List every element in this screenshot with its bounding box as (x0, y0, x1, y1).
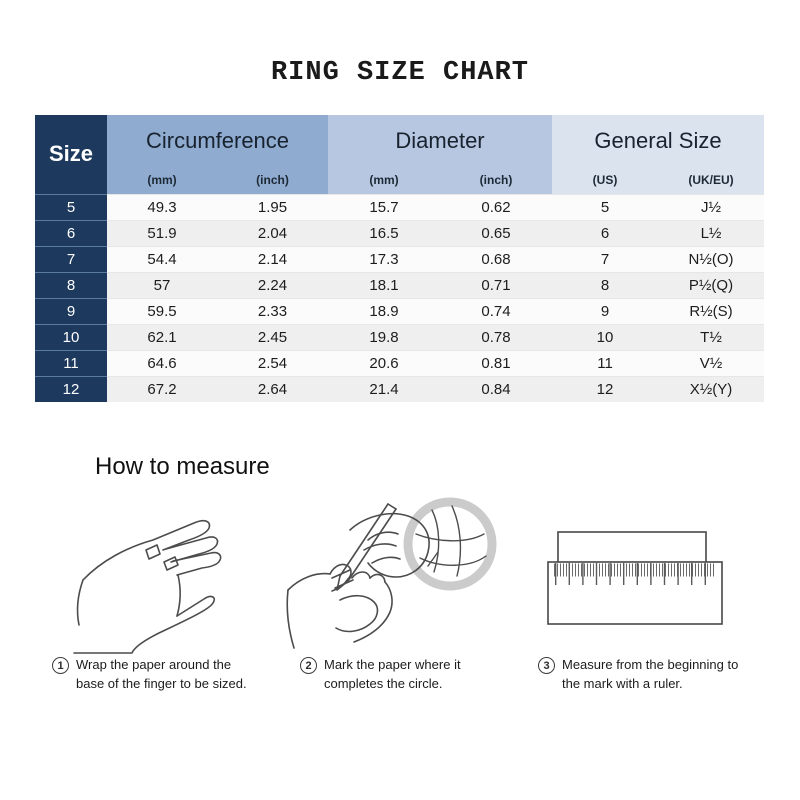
table-row (35, 324, 764, 350)
step-3-caption (538, 656, 738, 694)
us-size-cell: 10 (552, 324, 658, 350)
circumference-inch-cell: 2.54 (217, 350, 328, 376)
ukeu-size-cell: N½(O) (658, 246, 764, 272)
circumference-inch-header: (inch) (217, 167, 328, 194)
table-row (35, 220, 764, 246)
circumference-mm-cell: 59.5 (107, 298, 217, 324)
ukeu-size-header: (UK/EU) (658, 167, 764, 194)
us-size-cell: 12 (552, 376, 658, 402)
diameter-inch-cell: 0.81 (440, 350, 552, 376)
size-cell: 9 (35, 298, 107, 324)
diameter-mm-cell: 17.3 (328, 246, 440, 272)
us-size-cell: 11 (552, 350, 658, 376)
circumference-group-header: Circumference (107, 115, 328, 167)
circumference-inch-cell: 2.14 (217, 246, 328, 272)
ukeu-size-cell: T½ (658, 324, 764, 350)
size-cell: 6 (35, 220, 107, 246)
step-2-text: Mark the paper where it completes the circle. (324, 657, 461, 691)
step-3-text: Measure from the beginning to the mark with a ruler. (562, 657, 739, 691)
us-size-cell: 9 (552, 298, 658, 324)
diameter-mm-cell: 21.4 (328, 376, 440, 402)
table-row (35, 298, 764, 324)
wrap-paper-hand-illustration (60, 490, 300, 655)
table-row (35, 194, 764, 220)
paper-strip (558, 532, 706, 564)
diameter-mm-cell: 20.6 (328, 350, 440, 376)
ukeu-size-cell: L½ (658, 220, 764, 246)
general-size-group-header: General Size (552, 115, 764, 167)
diameter-group-header: Diameter (328, 115, 552, 167)
diameter-inch-cell: 0.68 (440, 246, 552, 272)
ukeu-size-cell: R½(S) (658, 298, 764, 324)
circumference-mm-cell: 54.4 (107, 246, 217, 272)
diameter-mm-cell: 15.7 (328, 194, 440, 220)
table-row (35, 246, 764, 272)
circumference-mm-cell: 67.2 (107, 376, 217, 402)
diameter-inch-cell: 0.71 (440, 272, 552, 298)
diameter-inch-cell: 0.84 (440, 376, 552, 402)
circumference-mm-cell: 51.9 (107, 220, 217, 246)
step-1-caption (52, 656, 247, 694)
magnifier-circle-icon (408, 502, 492, 586)
size-cell: 11 (35, 350, 107, 376)
size-column-header: Size (35, 115, 107, 194)
diameter-mm-cell: 16.5 (328, 220, 440, 246)
us-size-cell: 6 (552, 220, 658, 246)
circumference-inch-cell: 2.64 (217, 376, 328, 402)
circumference-mm-cell: 49.3 (107, 194, 217, 220)
step-3-number-icon: 3 (538, 657, 555, 674)
circumference-mm-header: (mm) (107, 167, 217, 194)
table-row (35, 376, 764, 402)
ukeu-size-cell: X½(Y) (658, 376, 764, 402)
us-size-cell: 8 (552, 272, 658, 298)
table-row (35, 272, 764, 298)
diameter-mm-header: (mm) (328, 167, 440, 194)
diameter-inch-cell: 0.65 (440, 220, 552, 246)
us-size-cell: 7 (552, 246, 658, 272)
circumference-inch-cell: 2.45 (217, 324, 328, 350)
ring-size-table (35, 115, 764, 402)
diameter-mm-cell: 19.8 (328, 324, 440, 350)
table-body (35, 194, 764, 402)
table-row (35, 350, 764, 376)
circumference-inch-cell: 2.33 (217, 298, 328, 324)
us-size-header: (US) (552, 167, 658, 194)
ruler-measure-illustration (528, 506, 772, 654)
size-cell: 10 (35, 324, 107, 350)
ukeu-size-cell: V½ (658, 350, 764, 376)
circumference-mm-cell: 57 (107, 272, 217, 298)
page-title: RING SIZE CHART (270, 58, 530, 88)
us-size-cell: 5 (552, 194, 658, 220)
circumference-mm-cell: 64.6 (107, 350, 217, 376)
ukeu-size-cell: J½ (658, 194, 764, 220)
step-2-number-icon: 2 (300, 657, 317, 674)
step-1-number-icon: 1 (52, 657, 69, 674)
step-2-caption (300, 656, 461, 694)
diameter-inch-cell: 0.74 (440, 298, 552, 324)
size-cell: 5 (35, 194, 107, 220)
step-1-text: Wrap the paper around the base of the finger to be sized. (76, 657, 247, 691)
size-cell: 7 (35, 246, 107, 272)
ukeu-size-cell: P½(Q) (658, 272, 764, 298)
how-to-measure-heading: How to measure (95, 453, 270, 480)
diameter-mm-cell: 18.9 (328, 298, 440, 324)
circumference-inch-cell: 2.24 (217, 272, 328, 298)
diameter-mm-cell: 18.1 (328, 272, 440, 298)
diameter-inch-header: (inch) (440, 167, 552, 194)
circumference-inch-cell: 2.04 (217, 220, 328, 246)
size-cell: 12 (35, 376, 107, 402)
size-cell: 8 (35, 272, 107, 298)
circumference-mm-cell: 62.1 (107, 324, 217, 350)
mark-paper-pen-illustration (280, 478, 520, 656)
diameter-inch-cell: 0.78 (440, 324, 552, 350)
circumference-inch-cell: 1.95 (217, 194, 328, 220)
diameter-inch-cell: 0.62 (440, 194, 552, 220)
